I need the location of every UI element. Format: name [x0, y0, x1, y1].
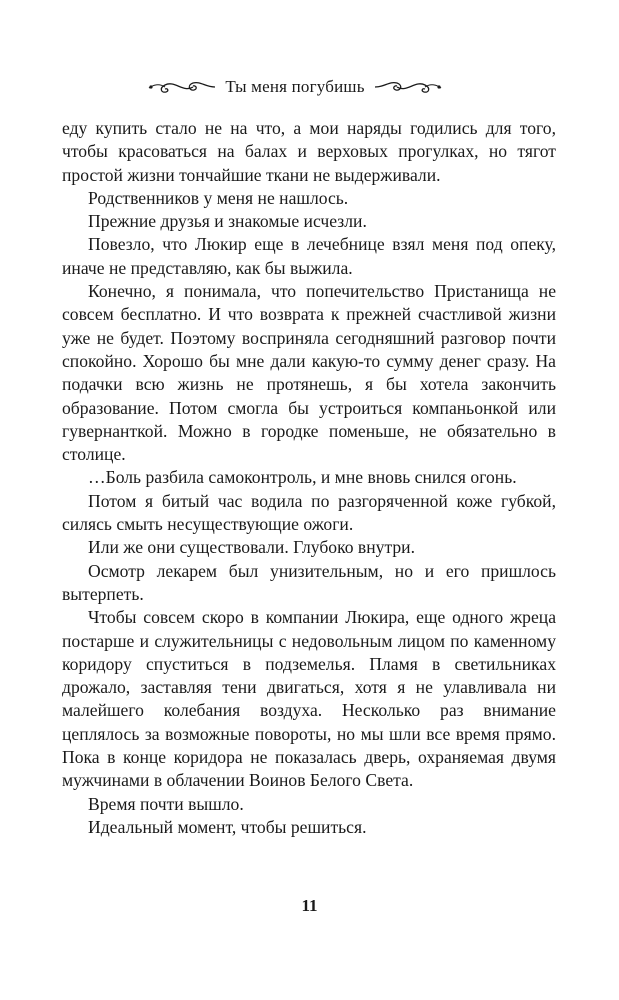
paragraph: Родственников у меня не нашлось.: [88, 187, 349, 208]
paragraph: Потом я битый час водила по разгоряченной коже губкой, силясь смыть несуществующие ожоги.: [62, 490, 556, 535]
running-header: [130, 72, 460, 102]
paragraph: Или же они существовали. Глубоко внутри.: [88, 537, 415, 558]
paragraph: Повезло, что Люкир еще в лечебнице взял меня под опеку, иначе не представляю, как бы выжила.: [62, 234, 556, 278]
paragraph: Чтобы совсем скоро в компании Люкира, еще одного жреца постарше и служительницы с недовольным лицом по каменному коридору спуститься в подземелья. Пламя в светильниках дрожало, заставляя тени двигаться, хотя я не улавливала ни малейшего колебания воздуха. Несколько раз внимание цеплялось за возможные повороты, но мы шли все время прямо. Пока в конце коридора не показалась дверь, охраняемая двумя мужчинами в облачении Воинов Белого Света.: [62, 607, 556, 791]
running-header-title: Ты меня погубишь: [225, 77, 365, 96]
paragraph: Конечно, я понимала, что попечительство Пристанища не совсем бесплатно. И что возврата к прежней счастливой жизни уже не будет. Поэтому восприняла сегодняшний разговор почти спокойно. Хорошо бы мне дали какую-то сумму денег сразу. На подачки всю жизнь не протянешь, я бы хотела закончить образование. Потом смогла бы устроиться компаньонкой или гувернанткой. Можно в городке поменьше, не обязательно в столице.: [62, 281, 556, 465]
paragraph: Осмотр лекарем был унизительным, но и его пришлось вытерпеть.: [62, 560, 556, 604]
left-flourish-ornament-icon: [147, 77, 217, 97]
paragraph: еду купить стало не на что, а мои наряды годились для того, чтобы красоваться на балах и верховых прогулках, но тягот простой жизни тончайшие ткани не выдерживали.: [62, 118, 556, 185]
paragraph: Прежние друзья и знакомые исчезли.: [88, 211, 367, 232]
paragraph: …Боль разбила самоконтроль, и мне вновь снился огонь.: [88, 467, 517, 488]
paragraph: Время почти вышло.: [88, 793, 244, 814]
page-number: 11: [301, 896, 318, 915]
body-text: [62, 117, 556, 839]
right-flourish-ornament-icon: [373, 77, 443, 97]
paragraph: Идеальный момент, чтобы решиться.: [88, 816, 367, 837]
